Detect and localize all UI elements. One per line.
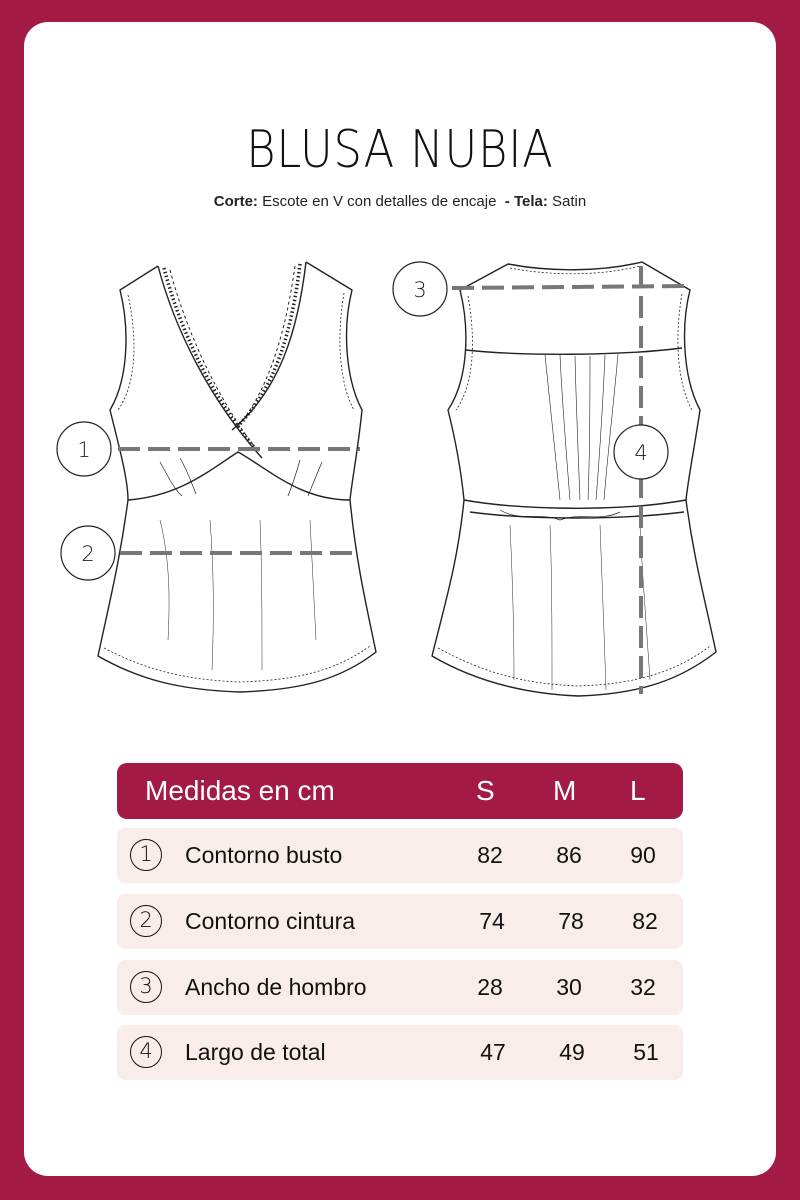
size-m-header: M [553, 775, 577, 806]
tela-label: - Tela: [504, 193, 548, 210]
shoulder-guide-line [452, 286, 690, 288]
table-row [117, 894, 683, 949]
size-l-header: L [630, 775, 646, 806]
row-number-badge: 3 [130, 971, 162, 1003]
marker-label-3: 3 [413, 278, 427, 302]
row-label: Contorno cintura [185, 908, 356, 934]
value-m: 78 [558, 908, 584, 934]
value-l: 90 [630, 842, 656, 868]
marker-label-4: 4 [634, 441, 648, 465]
front-view [98, 262, 376, 692]
value-m: 86 [556, 842, 582, 868]
row-label: Ancho de hombro [185, 974, 367, 1000]
back-view [432, 262, 716, 696]
value-s: 82 [477, 842, 503, 868]
size-table-header [117, 763, 683, 819]
corte-value: Escote en V con detalles de encaje [262, 193, 497, 210]
value-l: 32 [630, 974, 656, 1000]
page-title: BLUSA NUBIA [246, 120, 554, 180]
value-m: 30 [556, 974, 582, 1000]
marker-label-2: 2 [81, 542, 95, 566]
table-header-label: Medidas en cm [145, 775, 335, 806]
value-m: 49 [559, 1039, 585, 1065]
tela-value: Satin [552, 193, 587, 210]
row-label: Contorno busto [185, 842, 343, 868]
table-row [117, 960, 683, 1015]
value-l: 82 [632, 908, 658, 934]
size-s-header: S [476, 775, 495, 806]
row-number-badge: 1 [130, 839, 162, 871]
corte-label: Corte: [213, 193, 258, 210]
value-l: 51 [633, 1039, 659, 1065]
row-number-badge: 4 [130, 1036, 162, 1068]
row-number-badge: 2 [130, 905, 162, 937]
value-s: 74 [479, 908, 505, 934]
value-s: 47 [480, 1039, 506, 1065]
table-row [117, 828, 683, 883]
row-label: Largo de total [185, 1039, 326, 1065]
value-s: 28 [477, 974, 503, 1000]
table-row [117, 1025, 683, 1080]
marker-label-1: 1 [77, 438, 91, 462]
